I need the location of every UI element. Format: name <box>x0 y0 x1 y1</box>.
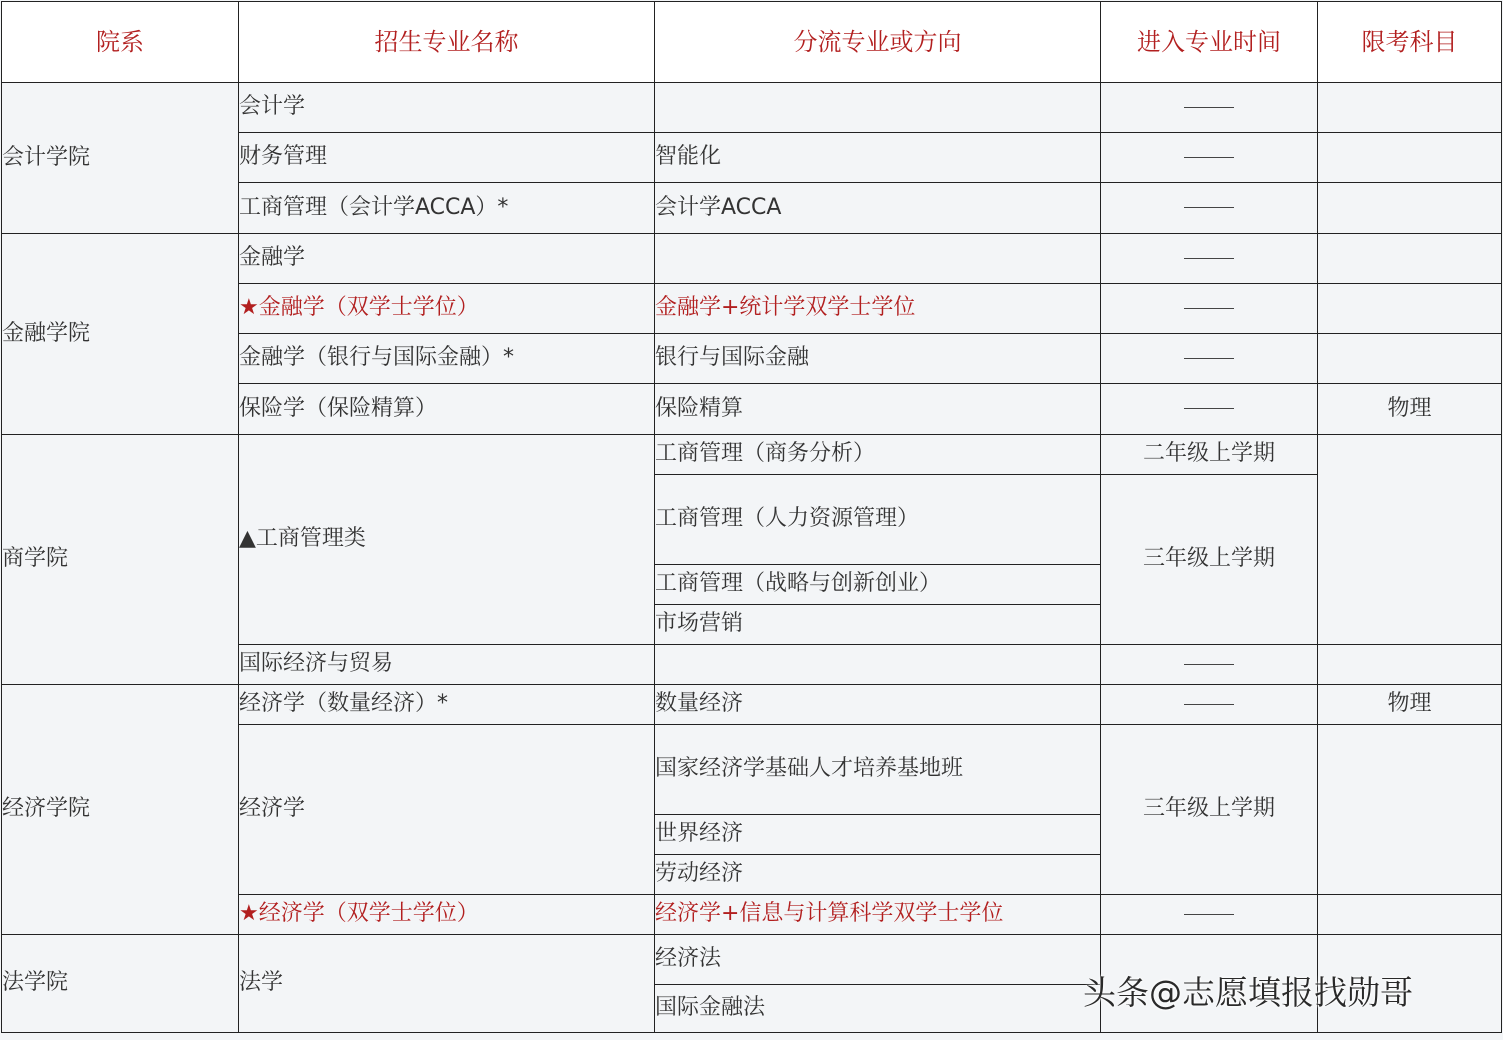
subject-cell <box>1318 83 1502 133</box>
dash-line <box>1184 408 1234 409</box>
time-cell <box>1101 645 1318 685</box>
major-cell: 工商管理（会计学ACCA）* <box>239 183 655 234</box>
time-cell: 三年级上学期 <box>1101 475 1318 645</box>
header-direction: 分流专业或方向 <box>655 2 1101 83</box>
time-cell: 三年级上学期 <box>1101 725 1318 895</box>
direction-cell: 经济学+信息与计算科学双学士学位 <box>655 895 1101 935</box>
table-row <box>2 234 1502 284</box>
dash-line <box>1184 207 1234 208</box>
direction-cell: 金融学+统计学双学士学位 <box>655 284 1101 334</box>
college-law: 法学院 <box>2 935 239 1033</box>
direction-cell: 工商管理（商务分析） <box>655 435 1101 475</box>
time-cell <box>1101 83 1318 133</box>
major-cell: ★经济学（双学士学位） <box>239 895 655 935</box>
header-row <box>2 2 1502 83</box>
major-cell: 金融学 <box>239 234 655 284</box>
major-table <box>1 1 1502 1033</box>
subject-cell <box>1318 334 1502 384</box>
time-cell <box>1101 685 1318 725</box>
subject-cell <box>1318 284 1502 334</box>
major-cell: 会计学 <box>239 83 655 133</box>
direction-cell <box>655 645 1101 685</box>
major-cell: 财务管理 <box>239 133 655 183</box>
header-subject: 限考科目 <box>1318 2 1502 83</box>
subject-cell <box>1318 895 1502 935</box>
major-cell: 国际经济与贸易 <box>239 645 655 685</box>
direction-cell: 劳动经济 <box>655 855 1101 895</box>
major-cell: 经济学（数量经济）* <box>239 685 655 725</box>
major-cell: 保险学（保险精算） <box>239 384 655 435</box>
time-cell <box>1101 384 1318 435</box>
major-cell: 法学 <box>239 935 655 1033</box>
dash-line <box>1184 664 1234 665</box>
direction-cell: 会计学ACCA <box>655 183 1101 234</box>
watermark-text: 头条@志愿填报找勋哥 <box>1083 973 1413 1012</box>
major-cell: 经济学 <box>239 725 655 895</box>
college-accounting: 会计学院 <box>2 83 239 234</box>
major-cell: 金融学（银行与国际金融）* <box>239 334 655 384</box>
major-cell: ★金融学（双学士学位） <box>239 284 655 334</box>
subject-cell <box>1318 435 1502 645</box>
dash-line <box>1184 157 1234 158</box>
direction-cell: 银行与国际金融 <box>655 334 1101 384</box>
dash-line <box>1184 308 1234 309</box>
time-cell <box>1101 334 1318 384</box>
dash-line <box>1184 914 1234 915</box>
subject-cell: 物理 <box>1318 685 1502 725</box>
direction-cell: 工商管理（战略与创新创业） <box>655 565 1101 605</box>
time-cell <box>1101 234 1318 284</box>
college-finance: 金融学院 <box>2 234 239 435</box>
subject-cell <box>1318 725 1502 895</box>
direction-cell: 市场营销 <box>655 605 1101 645</box>
direction-cell: 工商管理（人力资源管理） <box>655 475 1101 565</box>
direction-cell <box>655 83 1101 133</box>
dash-line <box>1184 358 1234 359</box>
direction-cell: 国家经济学基础人才培养基地班 <box>655 725 1101 815</box>
direction-cell: 国际金融法 <box>655 985 1101 1033</box>
time-cell: 二年级上学期 <box>1101 435 1318 475</box>
direction-cell: 数量经济 <box>655 685 1101 725</box>
subject-cell <box>1318 183 1502 234</box>
time-cell <box>1101 284 1318 334</box>
time-cell <box>1101 133 1318 183</box>
direction-cell: 保险精算 <box>655 384 1101 435</box>
subject-cell <box>1318 133 1502 183</box>
major-cell: ▲工商管理类 <box>239 435 655 645</box>
subject-cell <box>1318 645 1502 685</box>
subject-cell <box>1318 234 1502 284</box>
time-cell <box>1101 183 1318 234</box>
subject-cell: 物理 <box>1318 384 1502 435</box>
dash-line <box>1184 704 1234 705</box>
direction-cell: 经济法 <box>655 935 1101 985</box>
direction-cell: 智能化 <box>655 133 1101 183</box>
header-college: 院系 <box>2 2 239 83</box>
direction-cell: 世界经济 <box>655 815 1101 855</box>
header-time: 进入专业时间 <box>1101 2 1318 83</box>
college-economics: 经济学院 <box>2 685 239 935</box>
table-row <box>2 685 1502 725</box>
table-row <box>2 83 1502 133</box>
direction-cell <box>655 234 1101 284</box>
dash-line <box>1184 107 1234 108</box>
table-row <box>2 435 1502 475</box>
college-business: 商学院 <box>2 435 239 685</box>
header-major: 招生专业名称 <box>239 2 655 83</box>
dash-line <box>1184 258 1234 259</box>
time-cell <box>1101 895 1318 935</box>
